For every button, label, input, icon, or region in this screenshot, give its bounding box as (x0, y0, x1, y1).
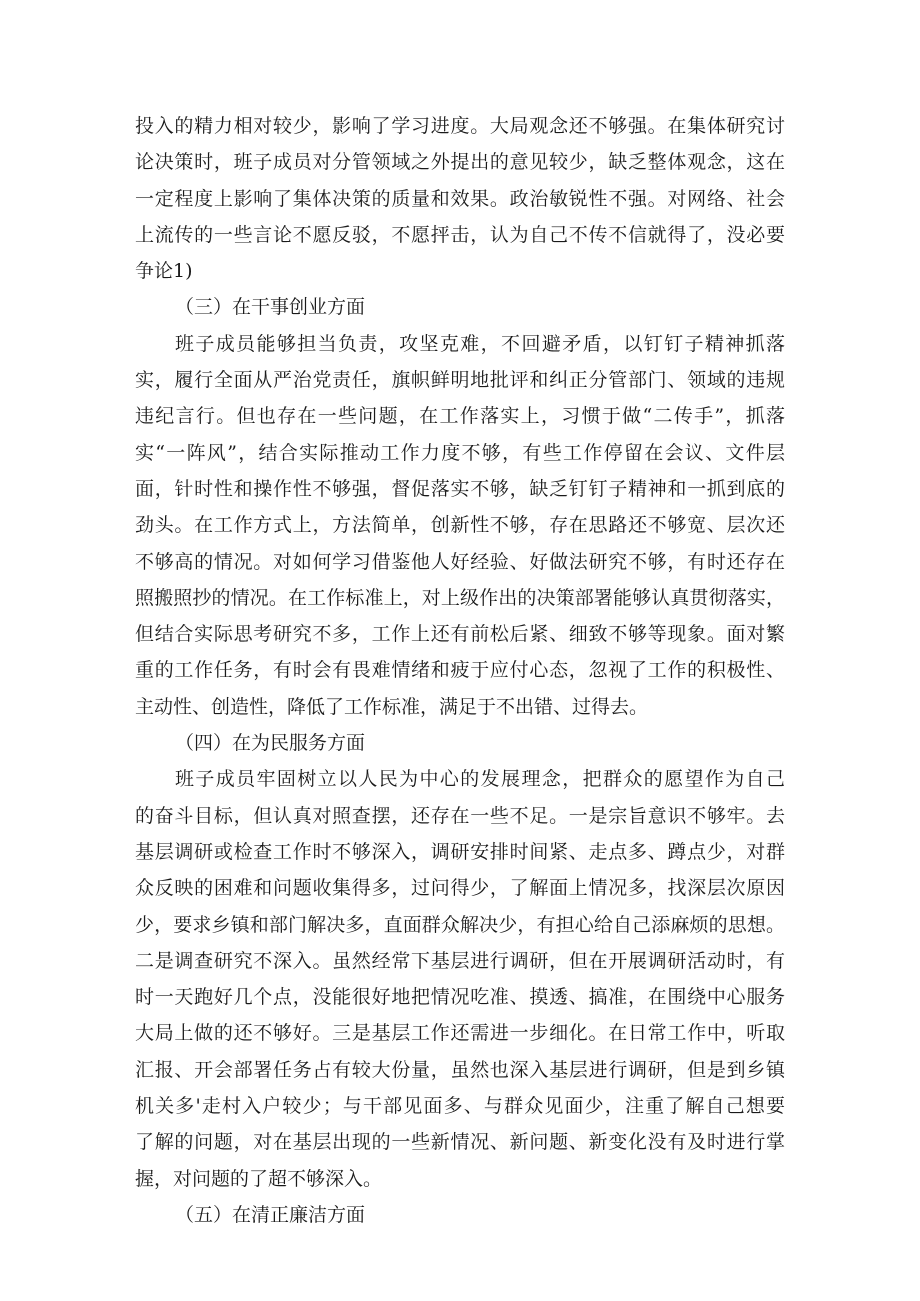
text-line: 实，履行全面从严治党责任，旗帜鲜明地批评和纠正分管部门、领域的违规 (135, 369, 785, 392)
text-line: 一定程度上影响了集体决策的质量和效果。政治敏锐性不强。对网络、社会 (135, 187, 785, 210)
text-line: 握，对问题的了超不够深入。 (135, 1167, 383, 1190)
text-line: 汇报、开会部署任务占有较大份量，虽然也深入基层进行调研，但是到乡镇 (135, 1058, 785, 1081)
text-line: 机关多'走村入户较少；与干部见面多、与群众见面少，注重了解自己想要 (135, 1095, 785, 1118)
text-line: 的奋斗目标，但认真对照查摆，还存在一些不足。一是宗旨意识不够牢。去 (135, 804, 785, 827)
text-line: 时一天跑好几个点，没能很好地把情况吃准、摸透、搞准，在围绕中心服务 (135, 986, 785, 1009)
text-line: 大局上做的还不够好。三是基层工作还需进一步细化。在日常工作中，听取 (135, 1022, 785, 1045)
text-line: 争论1) (135, 260, 193, 283)
text-line: 违纪言行。但也存在一些问题，在工作落实上，习惯于做“二传手”，抓落 (135, 405, 785, 428)
text-line: 少，要求乡镇和部门解决多，直面群众解决少，有担心给自己添麻烦的思想。 (135, 913, 785, 936)
text-line: 了解的问题，对在基层出现的一些新情况、新问题、新变化没有及时进行掌 (135, 1131, 785, 1154)
text-line: 面，针时性和操作性不够强，督促落实不够，缺乏钉钉子精神和一抓到底的 (135, 477, 785, 500)
text-line: 不够高的情况。对如何学习借鉴他人好经验、好做法研究不够，有时还存在 (135, 550, 785, 573)
text-line: 上流传的一些言论不愿反驳，不愿抨击，认为自己不传不信就得了，没必要 (135, 223, 785, 246)
text-line: 投入的精力相对较少，影响了学习进度。大局观念还不够强。在集体研究讨 (135, 115, 785, 137)
text-line: 二是调查研究不深入。虽然经常下基层进行调研，但在开展调研活动时，有 (135, 949, 785, 972)
text-line: 主动性、创造性，降低了工作标准，满足于不出错、过得去。 (135, 695, 649, 718)
text-line: 班子成员能够担当负责，攻坚克难，不回避矛盾，以钉钉子精神抓落 (175, 332, 785, 355)
text-line: 但结合实际思考研究不多，工作上还有前松后紧、细致不够等现象。面对繁 (135, 623, 785, 646)
section-heading-4: （四）在为民服务方面 (175, 732, 366, 755)
text-line: 实“一阵风”，结合实际推动工作力度不够，有些工作停留在会议、文件层 (135, 441, 785, 464)
text-line: 众反映的困难和问题收集得多，过问得少，了解面上情况多，找深层次原因 (135, 877, 785, 900)
section-heading-3: （三）在干事创业方面 (175, 296, 366, 319)
section-heading-5: （五）在清正廉洁方面 (175, 1203, 366, 1226)
text-line: 论决策时，班子成员对分管领域之外提出的意见较少，缺乏整体观念，这在 (135, 151, 785, 174)
text-line: 劲头。在工作方式上，方法简单，创新性不够，存在思路还不够宽、层次还 (135, 514, 785, 537)
text-line: 班子成员牢固树立以人民为中心的发展理念，把群众的愿望作为自己 (175, 768, 785, 791)
text-line: 照搬照抄的情况。在工作标准上，对上级作出的决策部署能够认真贯彻落实， (135, 586, 785, 609)
text-line: 基层调研或检查工作时不够深入，调研安排时间紧、走点多、蹲点少，对群 (135, 840, 785, 863)
document-body (135, 108, 785, 1233)
text-line: 重的工作任务，有时会有畏难情绪和疲于应付心态，忽视了工作的积极性、 (135, 659, 785, 682)
